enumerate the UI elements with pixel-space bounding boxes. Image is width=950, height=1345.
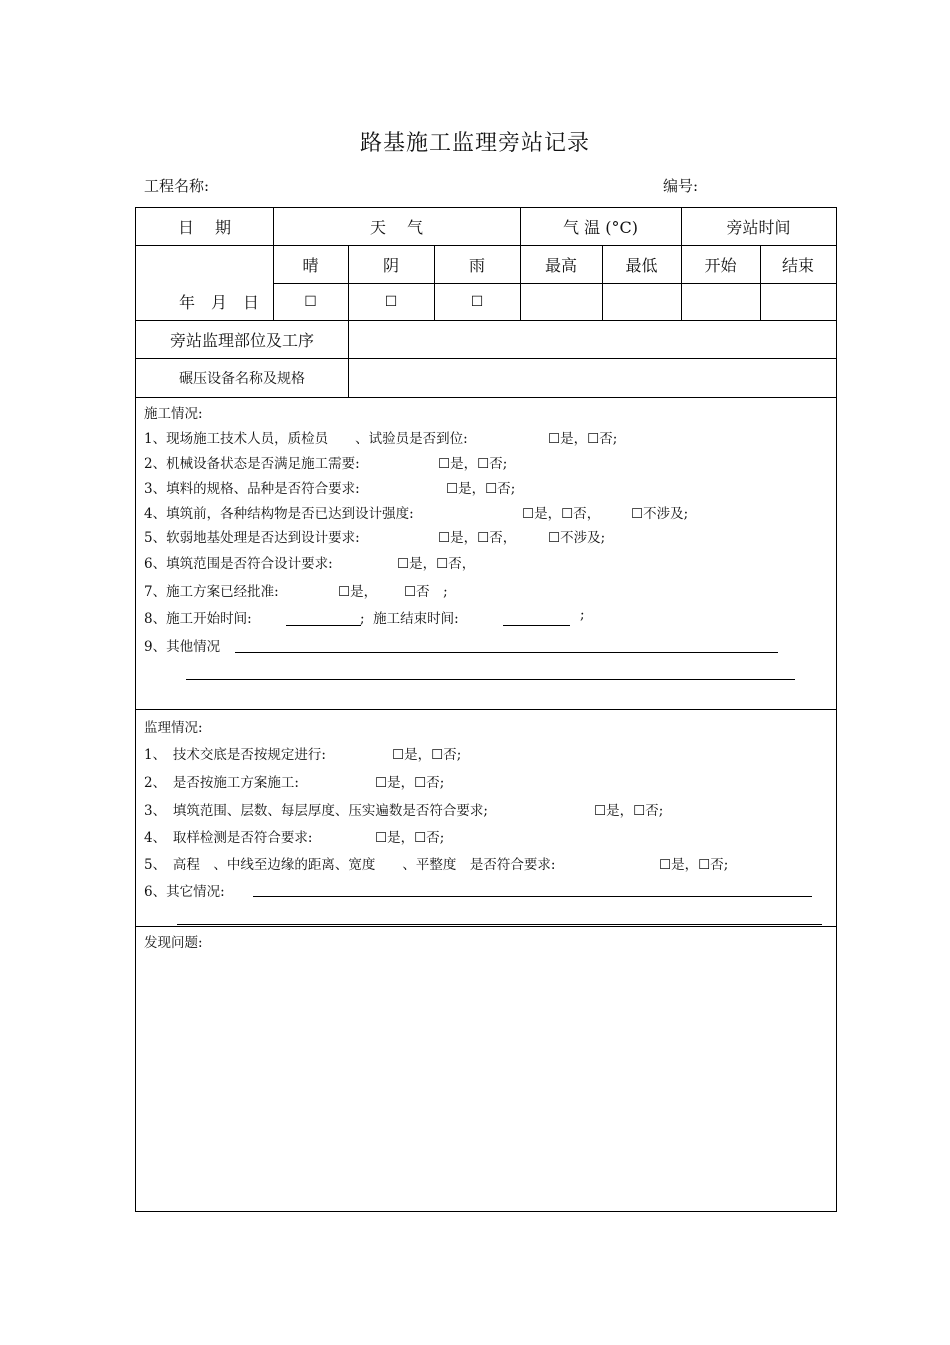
construction-item-7-no[interactable]: ☐否 ; [404,584,448,600]
supervision-item-1: 1、 技术交底是否按规定进行: [144,747,326,763]
cloudy-checkbox[interactable]: ☐ [384,293,398,310]
construction-item-7-yes[interactable]: ☐是， [338,584,378,600]
cloudy-header: 阴 [382,255,399,275]
construction-item-5-na[interactable]: ☐不涉及; [548,530,606,546]
construction-item-4-na[interactable]: ☐不涉及; [631,506,689,522]
supervision-item-4-options[interactable]: ☐是，☐否; [375,830,445,846]
construction-item-6: 6、填筑范围是否符合设计要求: [144,556,333,572]
station-time-header: 旁站时间 [726,218,791,237]
supervision-item-6: 6、其它情况: [144,884,225,900]
other-supervision-line[interactable] [253,896,812,897]
temperature-header: 气 温 (°C) [563,218,638,237]
row-divider [136,397,836,398]
supervision-item-5-options[interactable]: ☐是，☐否; [659,857,729,873]
construction-item-6-options[interactable]: ☐是，☐否， [397,556,476,572]
record-form [135,207,837,1212]
supervision-item-2: 2、 是否按施工方案施工: [144,775,299,791]
start-time-header: 开始 [704,255,737,275]
supervision-heading: 监理情况: [144,720,203,736]
construction-item-4: 4、填筑前，各种结构物是否已达到设计强度: [144,506,414,522]
sunny-checkbox[interactable]: ☐ [304,293,317,310]
construction-item-8-end-label: ; 施工结束时间: [360,611,459,627]
position-label: 旁站监理部位及工序 [169,330,314,350]
construction-item-7: 7、施工方案已经批准: [144,584,279,600]
construction-item-3-options[interactable]: ☐是，☐否; [446,481,516,497]
construction-item-1: 1、现场施工技术人员，质检员 、试验员是否到位: [144,431,468,447]
construction-item-2-options[interactable]: ☐是，☐否; [438,456,508,472]
other-situation-line[interactable] [235,652,778,653]
rain-checkbox[interactable]: ☐ [470,293,484,310]
construction-item-5-options[interactable]: ☐是，☐否， [438,530,517,546]
section-divider [136,709,836,710]
construction-item-9: 9、其他情况 [144,639,221,655]
construction-item-8: 8、施工开始时间: [144,611,252,627]
supervision-item-3: 3、 填筑范围、层数、每层厚度、压实遍数是否符合要求; [144,803,488,819]
construction-item-1-options[interactable]: ☐是，☐否; [548,431,618,447]
date-value-label: 年 月 日 [178,293,259,312]
issues-heading: 发现问题: [144,935,203,951]
page-title: 路基施工监理旁站记录 [359,131,590,156]
max-temp-header: 最高 [544,255,577,275]
end-time-header: 结束 [781,255,814,275]
supervision-item-2-options[interactable]: ☐是，☐否; [375,775,445,791]
supervision-item-3-options[interactable]: ☐是，☐否; [594,803,664,819]
construction-item-8-terminator: ; [580,607,585,623]
project-name-label: 工程名称: [144,177,210,195]
construction-heading: 施工情况: [144,406,203,422]
construction-item-5: 5、软弱地基处理是否达到设计要求: [144,530,360,546]
number-label: 编号: [663,177,699,195]
min-temp-header: 最低 [625,255,658,275]
weather-header: 天 气 [369,218,424,237]
rain-header: 雨 [468,255,485,275]
date-header: 日 期 [177,218,232,237]
end-time-blank[interactable] [503,625,570,626]
construction-item-2: 2、机械设备状态是否满足施工需要: [144,456,360,472]
construction-item-3: 3、填料的规格、品种是否符合要求: [144,481,360,497]
other-supervision-line[interactable] [177,924,822,925]
supervision-item-5: 5、 高程 、中线至边缘的距离、宽度 、平整度 是否符合要求: [144,857,556,873]
construction-item-4-options[interactable]: ☐是，☐否， [522,506,601,522]
sunny-header: 晴 [302,255,319,275]
equipment-label: 碾压设备名称及规格 [179,370,305,387]
supervision-item-1-options[interactable]: ☐是，☐否; [392,747,462,763]
supervision-item-4: 4、 取样检测是否符合要求: [144,830,313,846]
section-divider [136,926,836,927]
other-situation-line[interactable] [186,679,795,680]
start-time-blank[interactable] [286,625,361,626]
